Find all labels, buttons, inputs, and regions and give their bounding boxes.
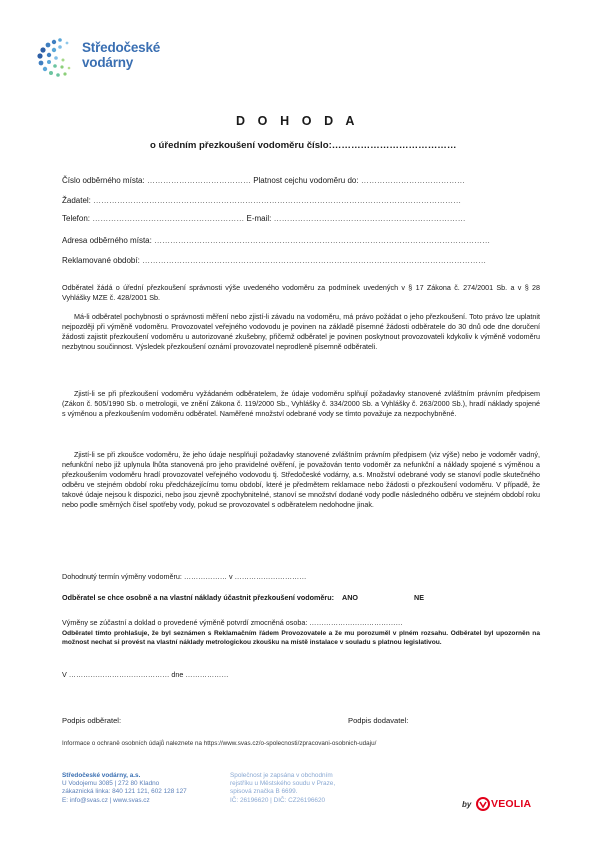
telefon-label: Telefon: (62, 214, 91, 223)
field-row-adresa (62, 236, 490, 245)
email-label: E-mail: (246, 214, 272, 223)
footer-address: U Vodojemu 3085 | 272 80 Kladno (62, 780, 160, 788)
podpis-dodavatel[interactable]: Podpis dodavatel: (348, 716, 409, 725)
paragraph-1 (62, 283, 540, 303)
email-input[interactable]: ……………………………………………………………… (273, 214, 466, 223)
misto-datum[interactable]: V …………………………………… dne ……………… (62, 670, 229, 679)
field-row-misto (62, 176, 465, 185)
misto-label: Číslo odběrného místa: (62, 176, 145, 185)
misto-input[interactable]: ………………………………… (146, 176, 251, 185)
field-row-obdobi (62, 256, 486, 265)
footer-reg-1: Společnost je zapsána v obchodním (230, 772, 333, 779)
obdobi-label: Reklamované období: (62, 256, 140, 265)
document-title: D O H O D A (235, 114, 360, 128)
brand-line-1: Středočeské (82, 40, 161, 55)
document-subtitle: o úředním přezkoušení vodoměru číslo:………………………………… (150, 140, 457, 151)
ano-option[interactable]: ANO (342, 593, 358, 602)
platnost-label: Platnost cejchu vodoměru do: (253, 176, 359, 185)
veolia-brand: VEOLIA (491, 798, 532, 810)
ucast-question: Odběratel se chce osobně a na vlastní náklady účastnit přezkoušení vodoměru: (62, 593, 335, 602)
vymeny-ucast[interactable]: Výměny se zúčastní a doklad o provedené výměně potvrdí zmocněná osoba: ………………………………… (62, 618, 403, 627)
footer-registration (230, 772, 335, 805)
prohlaseni-text: Odběratel tímto prohlašuje, že byl seznámen s Reklamačním řádem Provozovatele a že mu porozuměl v plném rozsahu. Odběratel byl upozorněn na možnost nechat si provést na vlastní náklady metrologickou zkoušku na místě instalace v souladu s platnou legislativou. (62, 630, 540, 646)
adresa-input[interactable]: ……………………………………………………………………………………………………………… (154, 236, 491, 245)
paragraph-4-text: Zjistí-li se při zkoušce vodoměru, že jeho údaje nesplňují požadavky stanovené zvláštním právním předpisem (viz výše) nebo je vodoměr vadný, nefunkční nebo již uplynula lhůta stanovená pro jeho pravidelné ověření, je považován tento vodoměr za nefunkční a náklady spojené s výměnou a přezkoušením vodoměru hradí provozovatel veřejného vodovodu tj. Středočeské vodárny, a.s. Množství odebrané vody se stanoví podle skutečného odběru ve stejném období roku předcházejícímu tomu období, které je předmětem reklamace nebo žádosti o přezkoušení vodoměru. V případě, že takové údaje nejsou k dispozici, nebo jsou zjevně zpochybnitelné, stanoví se množství dodané vody podle následného odběru ve stejném období roku nebo podle směrných čísel spotřeby vody, pokud se provozovatel s odběratelem nedohodne jinak. (62, 450, 540, 509)
obdobi-input[interactable]: ………………………………………………………………………………………………………………… (142, 256, 487, 265)
footer-company-name: Středočeské vodárny, a.s. (62, 772, 141, 779)
brand-name (82, 40, 160, 70)
field-row-telefon (62, 214, 466, 223)
footer-phone: zákaznická linka: 840 121 121, 602 128 127 (62, 788, 187, 796)
ucast-row (62, 593, 424, 602)
termin-vymeny[interactable]: Dohodnutý termín výměny vodoměru: ……………… v ………………………… (62, 572, 307, 581)
telefon-input[interactable]: ………………………………………………… (92, 214, 245, 223)
by-label: by (462, 800, 472, 809)
podpis-odberatel[interactable]: Podpis odběratel: (62, 716, 122, 725)
gdpr-info: Informace o ochraně osobních údajů naleznete na https://www.svas.cz/o-spolecnosti/zpracovani-osobnich-udaju/ (62, 740, 377, 747)
brand-line-2: vodárny (82, 55, 134, 70)
paragraph-1-text: Odběratel žádá o úřední přezkoušení správnosti výše uvedeného vodoměru za podmínek uvedených v § 17 Zákona č. 274/2001 Sb. a v § 28 Vyhlášky MZE č. 428/2001 Sb. (62, 283, 540, 302)
zadatel-label: Žadatel: (62, 196, 91, 205)
veolia-logo-icon (476, 797, 490, 811)
zadatel-input[interactable]: ………………………………………………………………………………………………………………………… (93, 196, 462, 205)
footer-reg-4: IČ: 26196620 | DIČ: CZ26196620 (230, 796, 326, 804)
paragraph-4 (62, 450, 540, 510)
adresa-label: Adresa odběrného místa: (62, 236, 152, 245)
paragraph-2-text: Má-li odběratel pochybnosti o správnosti měření nebo zjistí-li závadu na vodoměru, má právo požádat o jeho přezkoušení. Toto právo lze uplatnit nejpozději při výměně vodoměru. Provozovatel veřejného vodovodu je povinen na základě písemné žádosti odběratele do 30 dnů ode dne doručení žádosti zajistit přezkoušení vodoměru u autorizované zkušebny, přičemž odběratel je povinen poskytnout provozovateli kdykoliv k výměně vodoměru nezbytnou součinnost. Výsledek přezkoušení oznámí provozovatel neprodleně písemně odběrateli. (62, 312, 540, 351)
paragraph-3-text: Zjistí-li se při přezkoušení vodoměru vyžádaném odběratelem, že údaje vodoměru splňují požadavky stanovené zvláštním právním předpisem (Zákon č. 505/1990 Sb. o metrologii, ve znění Zákona č. 119/2000 Sb., Vyhlášky č. 334/2000 Sb. a Vyhlášky č. 263/2000 Sb.), hradí náklady spojené s výměnou a přezkoušením vodoměru odběratel. Naměřené množství odebrané vody se tímto považuje za nezpochybněné. (62, 389, 540, 418)
field-row-zadatel (62, 196, 461, 205)
paragraph-3 (62, 389, 540, 419)
prohlaseni (62, 629, 540, 647)
platnost-input[interactable]: ………………………………… (360, 176, 465, 185)
footer-email[interactable]: E: info@svas.cz | www.svas.cz (62, 796, 150, 804)
paragraph-2 (62, 312, 540, 352)
footer-company (62, 772, 187, 805)
footer-reg-2: rejstříku u Městského soudu v Praze, (230, 780, 336, 788)
footer-reg-3: spisová značka B 6699. (230, 788, 298, 796)
ne-option[interactable]: NE (414, 593, 424, 602)
